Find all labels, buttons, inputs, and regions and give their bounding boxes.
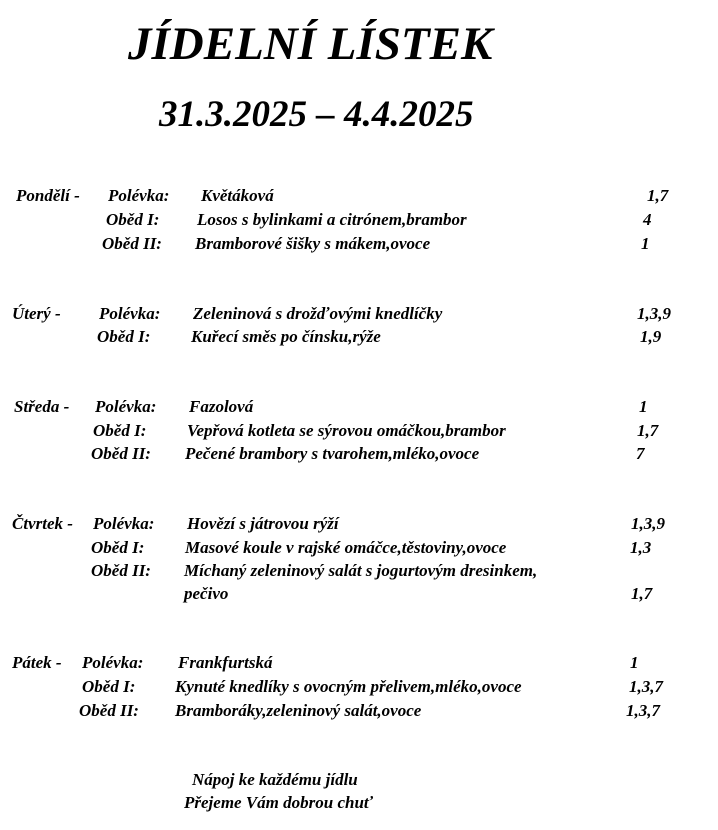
allergen-codes: 1,3,9 <box>637 304 671 323</box>
allergen-codes: 1,7 <box>637 421 659 440</box>
dish-name: Zeleninová s drožďovými knedlíčky <box>193 304 443 323</box>
dish-name: Bramboráky,zeleninový salát,ovoce <box>175 701 422 720</box>
date-range: 31.3.2025 – 4.4.2025 <box>159 94 474 135</box>
footer-drink-note: Nápoj ke každému jídlu <box>192 770 358 789</box>
day-label-friday: Pátek - <box>12 653 62 672</box>
course-label: Oběd II: <box>79 701 139 720</box>
allergen-codes: 1,3 <box>630 538 652 557</box>
menu-title: JÍDELNÍ LÍSTEK <box>128 18 493 70</box>
day-label-monday: Pondělí - <box>16 186 80 205</box>
allergen-codes: 1,3,7 <box>626 701 660 720</box>
dish-name: Frankfurtská <box>178 653 273 672</box>
footer-greeting: Přejeme Vám dobrou chuť <box>184 793 373 812</box>
allergen-codes: 1,7 <box>631 584 653 603</box>
course-label: Polévka: <box>93 514 155 533</box>
day-label-wednesday: Středa - <box>14 397 70 416</box>
course-label: Oběd II: <box>91 561 151 580</box>
dish-name: Hovězí s játrovou rýží <box>187 514 339 533</box>
dish-name: Bramborové šišky s mákem,ovoce <box>195 234 431 253</box>
allergen-codes: 1,3,9 <box>631 514 665 533</box>
course-label: Polévka: <box>95 397 157 416</box>
course-label: Oběd I: <box>91 538 145 557</box>
dish-name: Pečené brambory s tvarohem,mléko,ovoce <box>185 444 480 463</box>
allergen-codes: 1 <box>639 397 648 416</box>
day-label-tuesday: Úterý - <box>12 304 61 323</box>
allergen-codes: 4 <box>643 210 652 229</box>
course-label: Polévka: <box>99 304 161 323</box>
course-label: Oběd II: <box>102 234 162 253</box>
course-label: Oběd II: <box>91 444 151 463</box>
course-label: Oběd I: <box>97 327 151 346</box>
dish-name: Vepřová kotleta se sýrovou omáčkou,brambor <box>187 421 506 440</box>
dish-name: Masové koule v rajské omáčce,těstoviny,ovoce <box>185 538 507 557</box>
dish-name: Losos s bylinkami a citrónem,brambor <box>197 210 467 229</box>
allergen-codes: 1 <box>630 653 639 672</box>
course-label: Oběd I: <box>106 210 160 229</box>
allergen-codes: 1 <box>641 234 650 253</box>
day-label-thursday: Čtvrtek - <box>12 514 73 533</box>
course-label: Oběd I: <box>82 677 136 696</box>
allergen-codes: 1,3,7 <box>629 677 663 696</box>
dish-name: Kynuté knedlíky s ovocným přelivem,mléko,ovoce <box>175 677 522 696</box>
dish-name: Květáková <box>201 186 274 205</box>
dish-name: Míchaný zeleninový salát s jogurtovým dresinkem, <box>184 561 538 580</box>
dish-name: Kuřecí směs po čínsku,rýže <box>191 327 381 346</box>
allergen-codes: 1,9 <box>640 327 662 346</box>
allergen-codes: 1,7 <box>647 186 669 205</box>
course-label: Polévka: <box>108 186 170 205</box>
course-label: Oběd I: <box>93 421 147 440</box>
dish-name: Fazolová <box>189 397 254 416</box>
dish-name-continued: pečivo <box>184 584 229 603</box>
allergen-codes: 7 <box>636 444 645 463</box>
course-label: Polévka: <box>82 653 144 672</box>
